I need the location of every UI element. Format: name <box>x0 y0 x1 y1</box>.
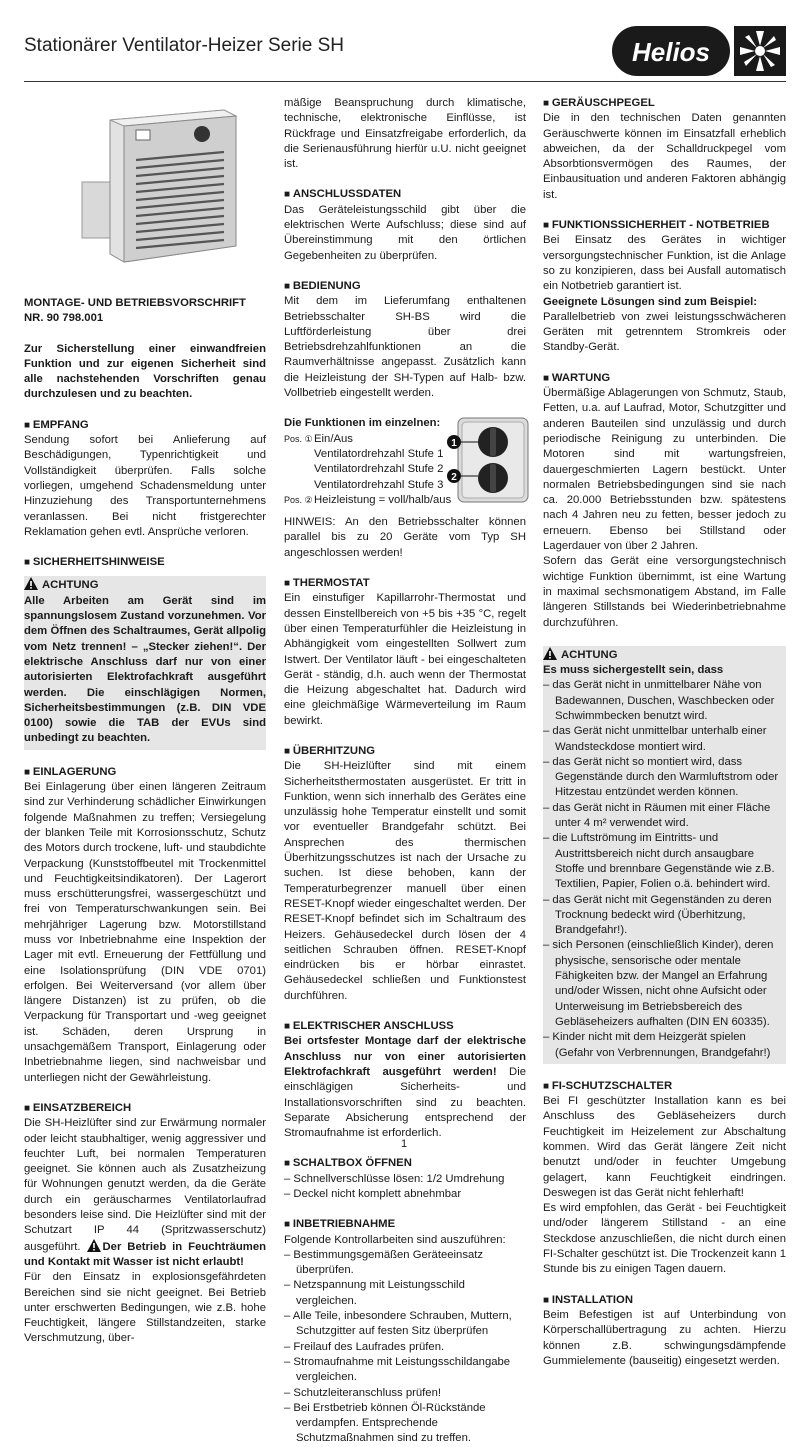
elektrischer-anschluss-text <box>284 1034 526 1141</box>
continued-text: mäßige Beanspruchung durch klimatische, technische, elektronische Einflüsse, ist Rückfrage und Einsatzfreigabe erforderlich, da die Serienausführung hierfür u.U. nicht geeignet ist. <box>284 97 526 171</box>
einsatzbereich-text-2: Für den Einsatz in explosionsgefährdeten Bereichen sind sie nicht geeignet. Bei Betrieb unter erschwerten Bedingungen, wie z.B. hohe Feuchtigkeit, längere Stillstandzeiten, starke Verschmutzung, über- <box>24 1271 266 1345</box>
bedienung-text: Mit dem im Lieferumfang enthaltenen Betriebsschalter SH-BS wird die Luftförderleistung über drei Betriebsdrehzahlfunktionen an die Raumverhältnisse angepasst. Zusätzlich kann die Heizleistung der SH-Typen auf Halb- bzw. Vollbetrieb eingestellt werden. <box>284 295 526 400</box>
list-item: – das Gerät nicht in Räumen mit einer Fläche unter 4 m² verwendet wird. <box>543 801 771 830</box>
section-heading-ueberhitzung: ■ ÜBERHITZUNG <box>284 744 526 759</box>
section-heading-sicherheit: ■ SICHERHEITSHINWEISE <box>24 555 266 570</box>
warning-box <box>24 576 266 749</box>
list-item: – sich Personen (einschließlich Kinder), deren physische, sensorische oder mentale Fähigkeiten bzw. der Mangel an Erfahrung und/oder Wissen, nicht ohne Aufsicht oder Unterweisung im Betriebsbereich des Gebläseheizers aufhalten (DIN EN 60335). <box>543 939 774 1028</box>
section-heading-fi-schutzschalter: ■ FI-SCHUTZSCHALTER <box>543 1079 786 1094</box>
function-row: Ventilatordrehzahl Stufe 2 <box>314 463 444 476</box>
function-row: Ventilatordrehzahl Stufe 1 <box>314 447 444 460</box>
column-3 <box>543 96 786 1369</box>
einsatzbereich-warning: Der Betrieb in Feuchträumen und Kontakt mit Wasser ist nicht erlaubt! <box>24 1240 267 1268</box>
section-heading-thermostat: ■ THERMOSTAT <box>284 576 526 591</box>
list-item: – das Gerät nicht in unmittelbarer Nähe von Badewannen, Duschen, Waschbecken oder Schwimmbecken benutzt wird. <box>543 679 775 722</box>
thermostat-text: Ein einstufiger Kapillarrohr-Thermostat und dessen Einstellbereich von +5 bis +35 °C, regelt über einen Temperaturfühler die Heizleistung in Abhängigkeit vom eingestellten Sollwert zum Istwert. Der Ventilator läuft - bei eingeschalteten Gerät - ständig, d.h. auch wenn der Thermostat die Heizung abgeschaltet hat. Dadurch wird eine gleichmäßige Wärmeverteilung im Raum bewirkt. <box>284 592 526 727</box>
warning-triangle-icon <box>24 577 38 590</box>
empfang-text: Sendung sofort bei Anlieferung auf Beschädigungen, Typenrichtigkeit und Vollständigkeit überprüfen. Falls solche vorliegen, umgehend Schadensmeldung unter Hinzuziehung des Transportunternehmens veranlassen. Bei nicht fristgerechter Reklamation gehen evtl. Ansprüche verloren. <box>24 434 266 538</box>
functions-heading: Die Funktionen im einzelnen: <box>284 417 441 430</box>
section-heading-einlagerung: ■ EINLAGERUNG <box>24 765 266 780</box>
manual-title-line1: MONTAGE- UND BETRIEBSVORSCHRIFT <box>24 297 246 309</box>
list-item: – Bei Erstbetrieb können Öl-Rückstände verdampfen. Entsprechende Schutzmaßnahmen sind zu treffen. <box>284 1401 486 1445</box>
section-heading-funktionssicherheit: ■ FUNKTIONSSICHERHEIT - NOTBETRIEB <box>543 218 786 233</box>
switch-box-illustration <box>446 416 530 504</box>
page-number: 1 <box>400 1138 408 1150</box>
geraeuschpegel-text: Die in den technischen Daten genannten Geräuschwerte können im Einsatzfall erheblich abweichen, da der Schalldruckpegel vom Absorbtionsvermögen des Raumes, der Einbausituation und anderen Faktoren abhängig ist. <box>543 112 786 201</box>
list-item: – das Gerät nicht so montiert wird, dass Gegenstände durch den Warmluftstrom oder Hitzestau entzündet werden können. <box>543 755 779 799</box>
funktionssicherheit-text-2: Parallelbetrieb von zwei leistungsschwächeren Geräten mit getrenntem Stromkreis oder Standby-Gerät. <box>543 310 786 354</box>
section-heading-wartung: ■ WARTUNG <box>543 371 786 386</box>
section-heading-inbetriebnahme: ■ INBETRIEBNAHME <box>284 1217 526 1232</box>
warning-heading <box>543 647 786 663</box>
column-2 <box>284 96 526 1447</box>
fi-text-2: Es wird empfohlen, das Gerät - bei Feuchtigkeit und/oder längerem Stillstand - an eine Steckdose anzuschließen, die nicht durch einen FI-Schalter geschützt ist. Die Trockenzeit kann 1 Stunde bis zu einigen Tagen dauern. <box>543 1202 786 1276</box>
marker-1: 1 <box>451 438 457 450</box>
list-item: – Freilauf des Laufrades prüfen. <box>284 1340 445 1353</box>
page-title: Stationärer Ventilator-Heizer Serie SH <box>24 35 344 56</box>
warning-heading <box>24 577 266 593</box>
functions-block <box>284 416 526 508</box>
section-heading-anschlussdaten: ■ ANSCHLUSSDATEN <box>284 187 526 202</box>
einsatzbereich-body: Die SH-Heizlüfter sind zur Erwärmung normaler oder leicht staubhaltiger, wenig aggressiver und feuchter Luft, bei normalen Temperaturen geeignet. Sie können auch als Zusatzheizung für Wohnungen genutzt werden, da die Geräte durch ein geräuscharmes Ventilatorlaufrad besonders leise sind. Die Heizlüfter sind mit der Schutzart IP 44 (Spritzwasserschutz) ausgeführt. <box>24 1117 266 1253</box>
inbetriebnahme-list <box>284 1248 526 1447</box>
function-label: Ein/Aus <box>314 432 353 445</box>
funktionssicherheit-text: Bei Einsatz des Gerätes in wichtiger versorgungstechnischer Funktion, ist die Anlage so zu konzipieren, dass bei Ausfall automatisch ein Notbetrieb garantiert ist. <box>543 234 786 293</box>
hinweis-text: HINWEIS: An den Betriebsschalter können parallel bis zu 20 Geräte vom Typ SH angeschlossen werden! <box>284 516 526 559</box>
intro-text: Zur Sicherstellung einer einwandfreien Funktion und zur eigenen Sicherheit sind alle nachstehenden Vorschriften genau durchzulesen und zu beachten. <box>24 342 266 401</box>
list-item: – das Gerät nicht unmittelbar unterhalb einer Wandsteckdose montiert wird. <box>543 725 767 753</box>
section-heading-elektrischer-anschluss: ■ ELEKTRISCHER ANSCHLUSS <box>284 1019 526 1034</box>
heater-photo <box>24 96 252 282</box>
warning-intro: Es muss sichergestellt sein, dass <box>543 664 724 677</box>
section-heading-bedienung: ■ BEDIENUNG <box>284 279 526 294</box>
list-item: – das Gerät nicht mit Gegenständen zu deren Trocknung bedeckt wird (Überhitzung, Brandgefahr!). <box>543 893 772 937</box>
section-heading-einsatzbereich: ■ EINSATZBEREICH <box>24 1101 266 1116</box>
list-item: – Deckel nicht komplett abnehmbar <box>284 1188 462 1200</box>
warning-text: Alle Arbeiten am Gerät sind im spannungslosem Zustand vorzunehmen. Vor dem Öffnen des Schaltraumes, Gerät allpolig vom Netz trennen! – „Stecker ziehen!“. Der elektrische Anschluss darf nur von einer autorisierten Elektrofachkraft ausgeführt werden. Die einschlägigen Normen, Sicherheitsbestimmungen (z.B. DIN VDE 0100) sowie die TAB der EVUs sind unbedingt zu beachten. <box>24 594 266 745</box>
position-label: Pos. ② <box>284 494 313 505</box>
warning-triangle-icon <box>543 647 557 660</box>
logo-text: Helios <box>631 37 711 67</box>
warning-box <box>543 646 786 1064</box>
section-heading-installation: ■ INSTALLATION <box>543 1293 786 1308</box>
column-1 <box>24 96 266 1347</box>
list-item: – Bestimmungsgemäßen Geräteeinsatz überprüfen. <box>284 1248 484 1277</box>
list-item: – Netzspannung mit Leistungsschild vergleichen. <box>284 1279 465 1307</box>
helios-logo <box>612 22 786 80</box>
warning-triangle-icon <box>87 1239 101 1252</box>
wartung-text-2: Sofern das Gerät eine versorgungstechnisch wichtige Funktion übernimmt, ist eine Wartung in maximal sechsmonatigem Abstand, im Falle längeren Stillstands bei Wiederinbetriebnahme durchzuführen. <box>543 555 786 629</box>
function-label: Heizleistung = voll/halb/aus <box>314 493 452 506</box>
manual-title-line2: NR. 90 798.001 <box>24 312 104 325</box>
list-item: – Schnellverschlüsse lösen: 1/2 Umdrehung <box>284 1172 505 1185</box>
anschlussdaten-text: Das Geräteleistungsschild gibt über die elektrischen Werte Aufschluss; diese sind auf Übereinstimmung mit den örtlichen Gegebenheiten zu überprüfen. <box>284 203 526 262</box>
section-heading-schaltbox: ■ SCHALTBOX ÖFFNEN <box>284 1156 526 1171</box>
wartung-text: Übermäßige Ablagerungen von Schmutz, Staub, Fetten, u.a. auf Laufrad, Motor, Schutzgitter und anderen Bauteilen sind unzulässig und durch periodische Reinigung zu unterbinden. Die Motoren sind mit wartungsfreien, dauergeschmierten Lagern bestückt. Unter normalen Betriebsbedingungen sind sie nach ca. 20.000 Betriebsstunden bzw. spätestens nach 4 Jahren neu zu fetten, besser jedoch zu erneuern. Ebenso bei Stillstand oder Lagerdauer von über 2 Jahren. <box>543 387 786 553</box>
installation-text: Beim Befestigen ist auf Unterbindung von Körperschallübertragung zu achten. Hierzu können z.B. schwingungsdämpfende Gummielemente (bauseitig) eingesetzt werden. <box>543 1308 786 1367</box>
list-item: – Kinder nicht mit dem Heizgerät spielen (Gefahr von Verbrennungen, Brandgefahr!) <box>543 1031 771 1059</box>
warning-label: ACHTUNG <box>42 579 99 592</box>
list-item: – die Luftströmung im Eintritts- und Austrittsbereich nicht durch ansaugbare Stoffe und brennbare Gegenstände wie z.B. Textilien, Papier, Folien o.ä. behindert wird. <box>543 832 775 891</box>
elektrischer-anschluss-bold: Bei ortsfester Montage darf der elektrische Anschluss nur von einer autorisierten Elektrofachkraft ausgeführt werden! <box>284 1035 526 1078</box>
elektrischer-anschluss-body: Die einschlägigen Sicherheits- und Installationsvorschriften sind zu beachten. Separate Absicherung entsprechend der Stromaufnahme ist erforderlich. <box>284 1065 526 1140</box>
list-item: – Alle Teile, inbesondere Schrauben, Muttern, Schutzgitter auf festen Sitz überprüfen <box>284 1310 512 1338</box>
einlagerung-text: Bei Einlagerung über einen längeren Zeitraum sind zur Verhinderung schädlicher Einwirkungen folgende Maßnahmen zu treffen; Versiegelung der blanken Teile mit Korrosionsschutz, Schutz des Motors durch trockene, luft- und staubdichte Verpackung (Kunststoffbeutel mit Trockenmittel und Feuchtigkeitsindikatoren). Der Lagerort muss erschütterungsfrei, wassergeschützt und frei von Temperaturschwankungen sein. Bei mehrjähriger Lagerung bzw. Motorstillstand muss vor Inbetriebnahme eine Inspektion der Lager mit evtl. Erneuerung der Fettfüllung und eine Isolationsprüfung (DIN VDE 0701) erfolgen. Bei Weiterversand (vor allem über längere Distanzen) ist zu prüfen, ob die Verpackung für Transportart und -weg geeignet ist. Schäden, deren Ursprung in unsachgemäßem Transport, Einlagerung oder Inbetriebnahme liegen, sind nachweisbar und unterliegen nicht der Gewährleistung. <box>24 781 266 1084</box>
fi-text: Bei FI geschützter Installation kann es bei Anschluss des Gebläseheizers durch Feuchtigkeit im Heizelement zur Abschaltung kommen. Wird das Gerät längere Zeit nicht benutzt und/oder in feuchter Umgebung gelagert, kann Feuchtigkeit eindringen. Deswegen ist das Gerät nicht fehlerhaft! <box>543 1095 786 1199</box>
list-item: – Stromaufnahme mit Leistungsschildangabe vergleichen. <box>284 1355 511 1384</box>
warning-label: ACHTUNG <box>561 648 618 661</box>
header-rule <box>24 81 786 82</box>
inbetriebnahme-intro: Folgende Kontrollarbeiten sind auszuführen: <box>284 1233 506 1246</box>
schaltbox-list <box>284 1172 526 1203</box>
section-heading-geraeuschpegel: ■ GERÄUSCHPEGEL <box>543 96 786 111</box>
function-row: Ventilatordrehzahl Stufe 3 <box>314 478 444 491</box>
list-item: – Schutzleiteranschluss prüfen! <box>284 1386 441 1399</box>
section-heading-empfang: ■ EMPFANG <box>24 418 266 433</box>
ueberhitzung-text: Die SH-Heizlüfter sind mit einem Sicherheitsthermostaten ausgerüstet. Er tritt in Funktion, wenn sich innerhalb des Gerätes eine unzulässig hohe Temperatur einstellt und somit vor eventueller Brandgefahr schützt. Bei Ansprechen des thermischen Überhitzungsschutzes ist nach der Ursache zu suchen. Ist diese behoben, kann der Temperaturbegrenzer manuell über einen RESET-Knopf wieder eingeschaltet werden. Der RESET-Knopf befindet sich im Schaltraum des Heizers. Gehäusedeckel durch lösen der 4 seitlichen Schrauben öffnen. RESET-Knopf eindrücken bis er hörbar einrastet. Gehäusedeckel schließen und Funktionstest durchführen. <box>284 760 526 1002</box>
marker-2: 2 <box>451 472 457 484</box>
funktionssicherheit-bold: Geeignete Lösungen sind zum Beispiel: <box>543 295 758 308</box>
position-label: Pos. ① <box>284 433 313 444</box>
